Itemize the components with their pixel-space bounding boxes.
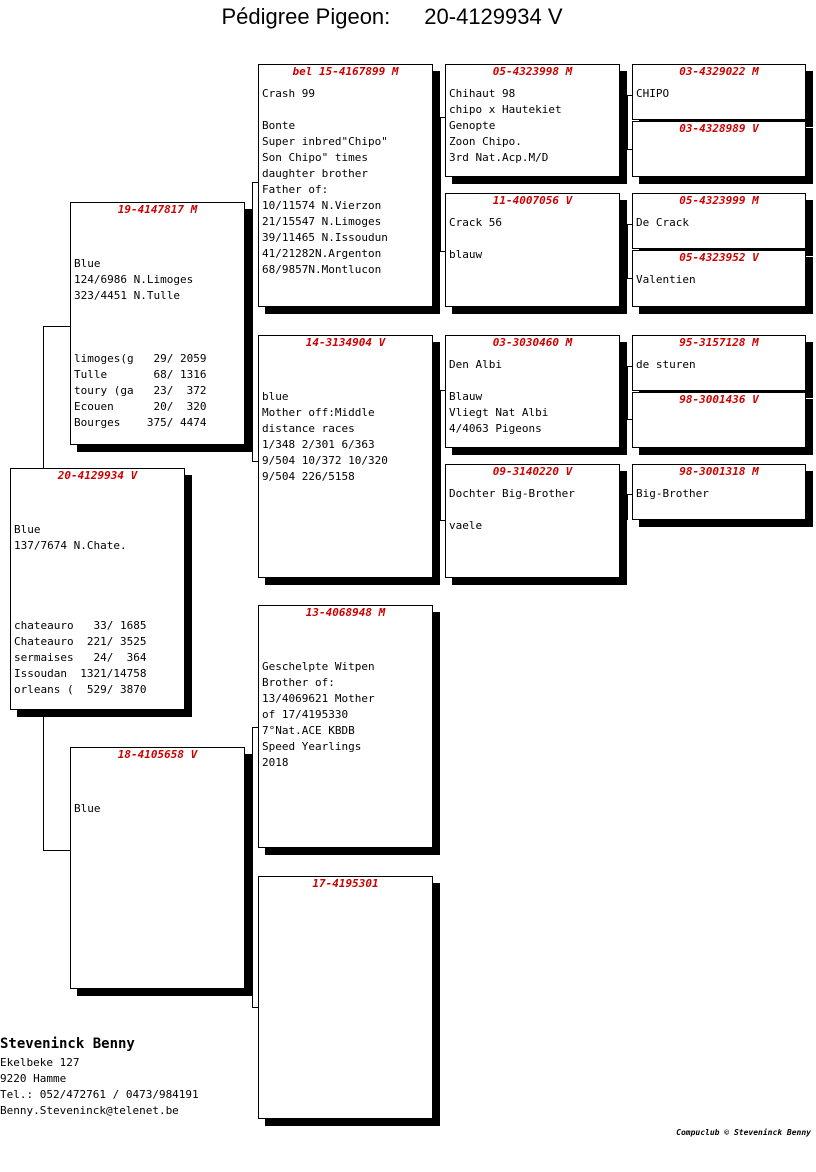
ring-number: 03-4329022 M <box>679 65 759 78</box>
pigeon-results: chateauro 33/ 1685 Chateauro 221/ 3525 sermaises 24/ 364 Issoudan 1321/14758 orleans ( 529/ 3870 <box>14 619 147 696</box>
ring-number: 17-4195301 <box>312 877 379 890</box>
ring-number: 95-3157128 M <box>679 336 759 349</box>
pigeon-details: Den Albi Blauw Vliegt Nat Albi 4/4063 Pigeons <box>449 358 549 435</box>
connector-line <box>43 710 44 851</box>
connector-line <box>627 494 628 520</box>
ring-number: 13-4068948 M <box>305 606 386 619</box>
ring-number: 03-3030460 M <box>492 336 573 349</box>
pigeon-details: Crack 56 blauw <box>449 216 502 261</box>
ring-number: 05-4323998 M <box>492 65 573 78</box>
ring-number: 05-4323952 V <box>679 251 759 264</box>
breeder-street: Ekelbeke 127 <box>0 1056 80 1069</box>
breeder-email[interactable]: Benny.Steveninck@telenet.be <box>0 1104 179 1117</box>
subject-pigeon-card[interactable] <box>10 468 185 710</box>
ring-number: 98-3001436 V <box>679 393 759 406</box>
sdss-card[interactable] <box>632 335 806 391</box>
sss-card[interactable] <box>445 64 620 177</box>
sdds-card[interactable] <box>632 464 806 520</box>
sdsd-card[interactable] <box>632 392 806 448</box>
connector-line <box>252 182 253 462</box>
ring-number: 11-4007056 V <box>492 194 573 207</box>
ring-number: 98-3001318 M <box>679 465 759 478</box>
sire-card[interactable] <box>70 202 245 445</box>
footer-credit: Compuclub © Steveninck Benny <box>676 1128 811 1137</box>
pigeon-details: Crash 99 Bonte Super inbred"Chipo" Son Chipo" times daughter brother Father of: 10/11574 N.Vierzon 21/15547 N.Limoges 39/11465 N.Issoudun 41/21282N.Argenton 68/9857N.Montlucon <box>262 87 388 276</box>
sds-card[interactable] <box>445 335 620 448</box>
ssd-card[interactable] <box>445 193 620 307</box>
ring-number: 03-4328989 V <box>679 122 759 135</box>
ssdd-card[interactable] <box>632 250 806 307</box>
ring-number: 20-4129934 V <box>57 469 138 482</box>
ring-number: 19-4147817 M <box>117 203 198 216</box>
pigeon-details: Big-Brother <box>636 487 709 500</box>
connector-line <box>627 224 628 279</box>
connector-line <box>43 326 44 468</box>
ssds-card[interactable] <box>632 193 806 249</box>
pigeon-results: limoges(g 29/ 2059 Tulle 68/ 1316 toury (ga 23/ 372 Ecouen 20/ 320 Bourges 375/ 4474 <box>74 352 207 429</box>
ring-number: 14-3134904 V <box>305 336 386 349</box>
connector-line <box>43 850 71 851</box>
connector-line <box>43 326 71 327</box>
pigeon-details: Blue 124/6986 N.Limoges 323/4451 N.Tulle <box>74 257 194 302</box>
title-ring: 20-4129934 V <box>424 4 563 29</box>
pigeon-details: blue Mother off:Middle distance races 1/348 2/301 6/363 9/504 10/372 10/320 9/504 226/5158 <box>262 390 388 483</box>
sire-sire-card[interactable] <box>258 64 433 307</box>
pigeon-details: de sturen <box>636 358 696 371</box>
ring-number: bel 15-4167899 M <box>292 65 399 78</box>
pigeon-details: De Crack <box>636 216 689 229</box>
pigeon-details: Geschelpte Witpen Brother of: 13/4069621 Mother of 17/4195330 7°Nat.ACE KBDB Speed Yearlings 2018 <box>262 660 375 769</box>
pigeon-details: CHIPO <box>636 87 670 100</box>
breeder-info <box>0 1035 199 1119</box>
pigeon-details: Valentien <box>636 273 696 286</box>
pigeon-details: Chihaut 98 chipo x Hautekiet Genopte Zoon Chipo. 3rd Nat.Acp.M/D <box>449 87 562 164</box>
dam-dam-card[interactable] <box>258 876 433 1119</box>
connector-line <box>440 390 441 521</box>
ring-number: 18-4105658 V <box>117 748 198 761</box>
connector-line <box>627 366 628 420</box>
dam-sire-card[interactable] <box>258 605 433 848</box>
breeder-name: Steveninck Benny <box>0 1036 135 1052</box>
ring-number: 09-3140220 V <box>492 465 573 478</box>
connector-line <box>627 95 628 150</box>
sssd-card[interactable] <box>632 121 806 177</box>
dam-card[interactable] <box>70 747 245 989</box>
ring-number: 05-4323999 M <box>679 194 759 207</box>
breeder-phone: Tel.: 052/472761 / 0473/984191 <box>0 1088 199 1101</box>
sire-dam-card[interactable] <box>258 335 433 578</box>
pigeon-details: Dochter Big-Brother vaele <box>449 487 575 532</box>
breeder-city: 9220 Hamme <box>0 1072 67 1085</box>
title-label: Pédigree Pigeon: <box>221 4 391 29</box>
pigeon-details: Blue 137/7674 N.Chate. <box>14 523 127 552</box>
sdd-card[interactable] <box>445 464 620 578</box>
page-title <box>0 4 784 30</box>
connector-line <box>440 117 441 252</box>
pigeon-details: Blue <box>74 802 101 815</box>
connector-line <box>252 727 253 1008</box>
ssss-card[interactable] <box>632 64 806 120</box>
